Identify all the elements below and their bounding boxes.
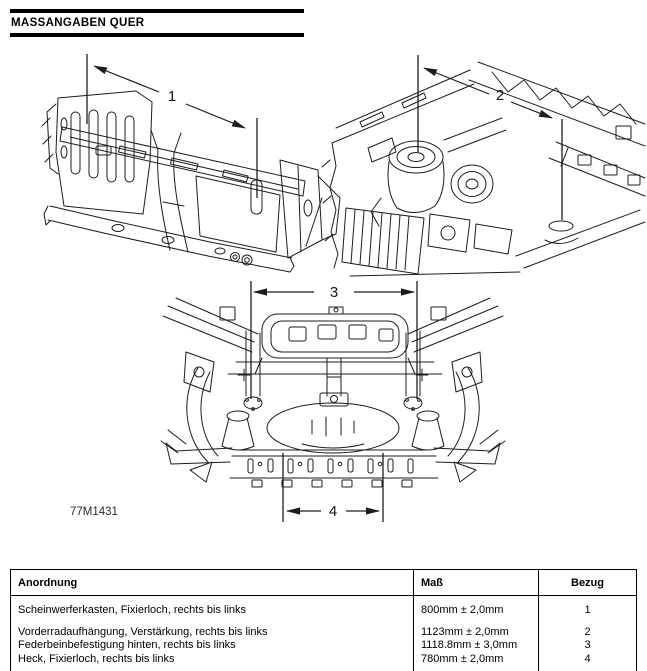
col-header-bezug: Bezug [539,570,637,596]
dimension-arrow [186,104,245,128]
title-rule-bottom [10,33,304,37]
cell-mass: 800mm ± 2,0mm [414,596,539,626]
col-header-mass: Maß [414,570,539,596]
title-block [10,9,304,37]
figure-rear-body [161,298,505,487]
dimension-3 [251,281,417,399]
dimension-label-4: 4 [328,503,338,520]
figure-engine-bay [322,62,645,276]
cell-mass: 780mm ± 2,0mm [414,653,539,671]
dimension-arrow [94,66,159,92]
cell-anordnung: Scheinwerferkasten, Fixierloch, rechts bis links [18,604,247,616]
col-header-anordnung: Anordnung [11,570,414,596]
cell-bezug: 1 [539,596,637,626]
cell-anordnung: Vorderradaufhängung, Verstärkung, rechts bis links [18,625,268,638]
table-row [11,596,637,626]
cell-mass: 1118.8mm ± 3,0mm [414,639,539,653]
cell-anordnung: Heck, Fixierloch, rechts bis links [18,652,175,665]
dimension-1 [87,54,257,198]
dimension-2 [418,55,562,220]
figure-code: 77M1431 [70,506,118,518]
cell-anordnung: Federbeinbefestigung hinten, rechts bis links [18,639,236,651]
table-row [11,639,637,653]
dimension-label-2: 2 [495,87,505,104]
title-rule-top [10,9,304,13]
cell-bezug: 3 [539,639,637,653]
cell-bezug: 4 [539,653,637,671]
cell-mass: 1123mm ± 2,0mm [414,626,539,640]
table-row [11,653,637,671]
page-title: MASSANGABEN QUER [11,17,145,29]
table-header-row [11,570,637,596]
dimension-arrow [511,102,552,118]
dimension-arrow [424,68,489,94]
table-row [11,626,637,640]
cell-bezug: 2 [539,626,637,640]
dimension-label-3: 3 [329,284,339,301]
measurement-table [10,569,637,671]
dimension-label-1: 1 [167,88,177,105]
